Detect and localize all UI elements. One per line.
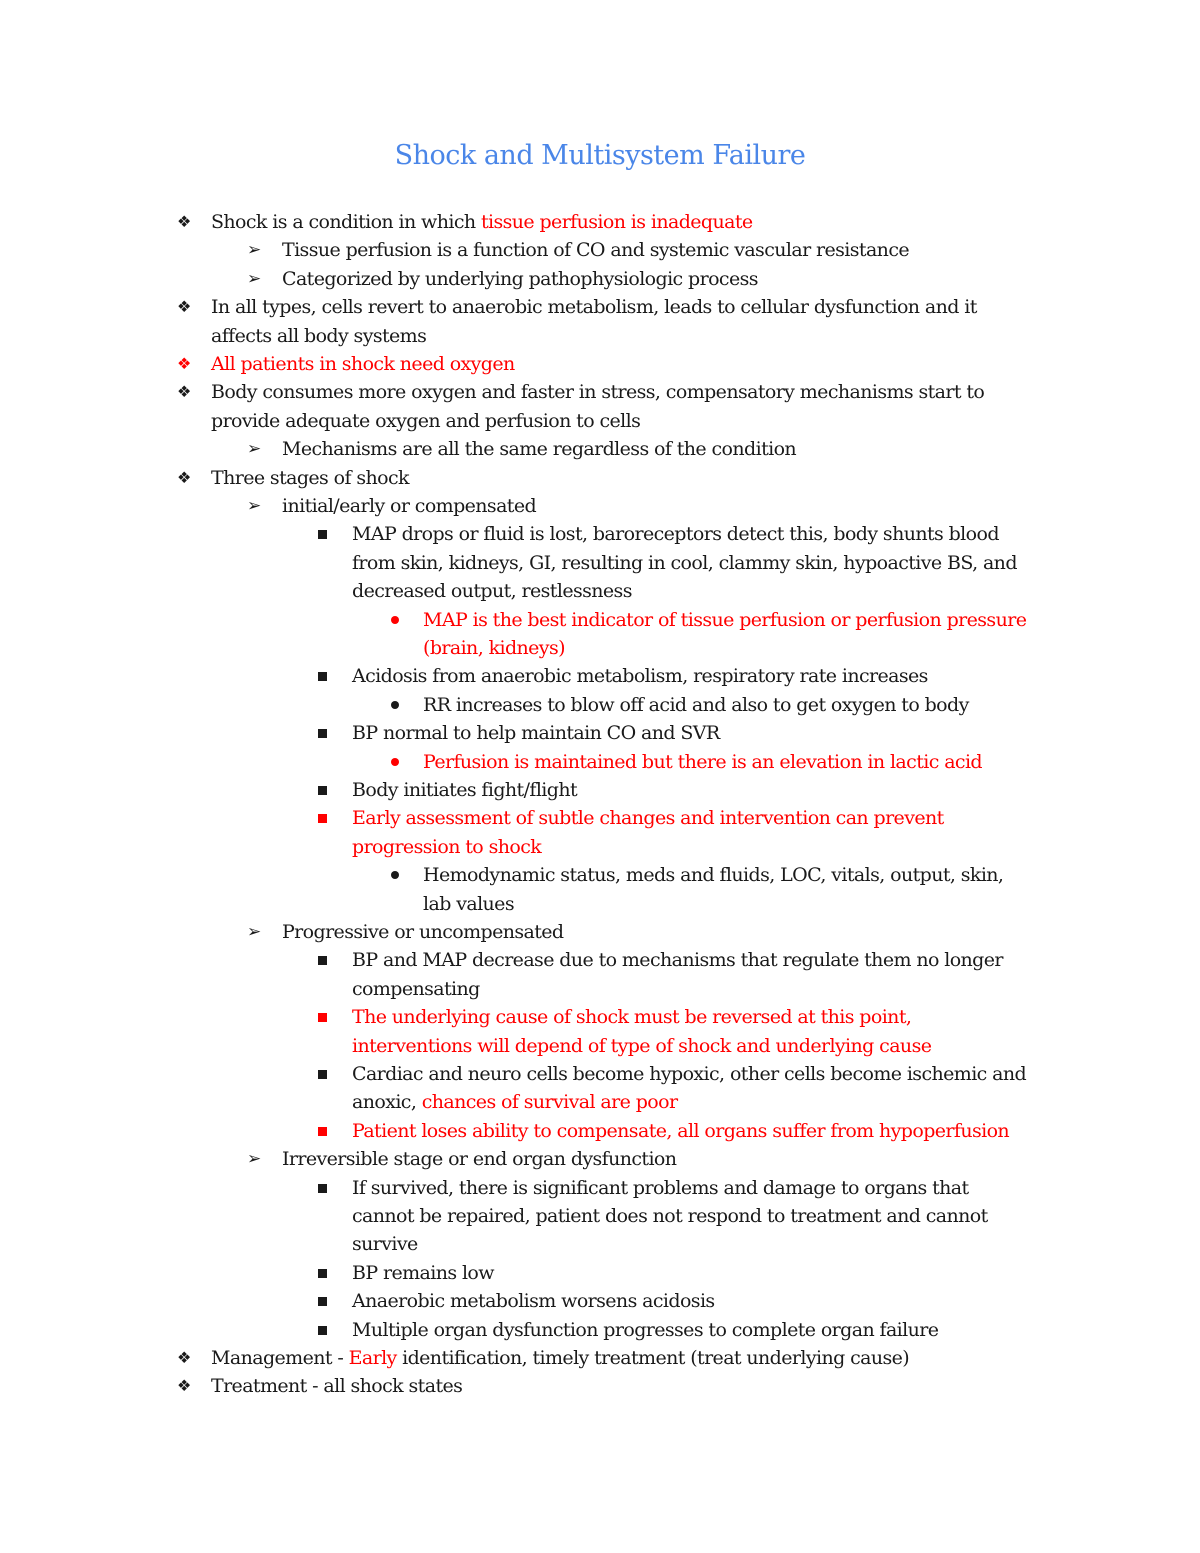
- item-text: Hemodynamic status, meds and fluids, LOC, vitals, output, skin,: [423, 864, 1004, 887]
- list-item: [177, 378, 1111, 435]
- square-bullet-icon: [318, 1326, 327, 1335]
- list-item: [247, 265, 1162, 293]
- item-text: interventions will depend of type of shock and underlying cause: [352, 1034, 932, 1057]
- item-text: The underlying cause of shock must be reversed at this point,: [352, 1006, 912, 1029]
- item-highlight: tissue perfusion is inadequate: [480, 211, 753, 233]
- item-text: Acidosis from anaerobic metabolism, respiratory rate increases: [352, 665, 928, 688]
- list-item: [352, 1287, 1072, 1315]
- item-text: Cardiac and neuro cells become hypoxic, other cells become ischemic and: [352, 1063, 1027, 1085]
- list-item: [352, 520, 1072, 605]
- list-item: [247, 435, 1162, 463]
- item-text: BP and MAP decrease due to mechanisms that regulate them no longer: [352, 949, 1003, 972]
- dot-bullet-icon: [391, 701, 399, 709]
- item-text: Multiple organ dysfunction progresses to complete organ failure: [352, 1318, 939, 1341]
- item-highlight: Early: [348, 1347, 397, 1369]
- item-text: BP remains low: [352, 1261, 494, 1284]
- item-text: initial/early or compensated: [282, 495, 537, 517]
- item-text: Perfusion is maintained but there is an elevation in lactic acid: [423, 750, 982, 773]
- item-text: lab values: [423, 892, 514, 915]
- dot-bullet-icon: [391, 616, 399, 624]
- list-item: [423, 748, 1083, 776]
- list-item: [177, 293, 1111, 350]
- item-text: Treatment - all shock states: [211, 1375, 463, 1398]
- diamond-bullet-icon: ❖: [177, 467, 191, 487]
- list-item: [352, 662, 1072, 690]
- square-bullet-icon: [318, 956, 327, 965]
- item-text: identification, timely treatment (treat underlying cause): [396, 1347, 910, 1369]
- item-text: Categorized by underlying pathophysiologic process: [282, 267, 758, 290]
- list-item: [352, 1060, 1072, 1117]
- list-item: [352, 719, 1072, 747]
- square-bullet-icon: [318, 1297, 327, 1306]
- item-text: BP normal to help maintain CO and SVR: [352, 722, 720, 745]
- square-bullet-icon: [318, 729, 327, 738]
- item-text: Irreversible stage or end organ dysfunction: [282, 1148, 677, 1171]
- square-bullet-icon: [318, 1013, 327, 1022]
- diamond-bullet-icon: ❖: [177, 1348, 191, 1367]
- list-item: [352, 1003, 1072, 1060]
- list-item: [352, 776, 1072, 804]
- item-text: Mechanisms are all the same regardless of the condition: [282, 438, 797, 461]
- dot-bullet-icon: [391, 871, 399, 879]
- arrow-bullet-icon: ➢: [247, 496, 261, 516]
- item-text: MAP is the best indicator of tissue perfusion or perfusion pressure: [423, 608, 1027, 631]
- item-text: Shock is a condition in which: [211, 211, 481, 233]
- list-item: [352, 946, 1072, 1003]
- list-item: [177, 208, 1111, 236]
- list-item: [177, 464, 1111, 492]
- list-item: [247, 1145, 1162, 1173]
- item-text: Progressive or uncompensated: [282, 921, 564, 943]
- item-text: RR increases to blow off acid and also to get oxygen to body: [423, 693, 969, 716]
- list-item: [177, 350, 1111, 378]
- list-item: [247, 492, 1162, 520]
- item-text: Early assessment of subtle changes and intervention can prevent: [352, 807, 944, 830]
- diamond-bullet-icon: ❖: [177, 382, 191, 402]
- square-bullet-icon: [318, 1127, 327, 1136]
- arrow-bullet-icon: ➢: [247, 922, 261, 942]
- item-text: Body initiates fight/flight: [352, 779, 578, 801]
- list-item: [352, 1117, 1072, 1145]
- item-text: In all types, cells revert to anaerobic metabolism, leads to cellular dysfunction and it: [211, 296, 977, 319]
- list-item: [352, 1174, 1072, 1259]
- square-bullet-icon: [318, 1070, 327, 1079]
- arrow-bullet-icon: ➢: [247, 439, 261, 460]
- square-bullet-icon: [318, 786, 327, 795]
- diamond-bullet-icon: ❖: [177, 212, 191, 231]
- item-text: cannot be repaired, patient does not respond to treatment and cannot: [352, 1205, 988, 1227]
- list-item: [247, 918, 1162, 946]
- diamond-bullet-icon: ❖: [177, 354, 191, 373]
- diamond-bullet-icon: ❖: [177, 297, 191, 317]
- list-item: [177, 1372, 1111, 1400]
- arrow-bullet-icon: ➢: [247, 240, 261, 261]
- item-text: MAP drops or fluid is lost, baroreceptors detect this, body shunts blood: [352, 523, 999, 546]
- list-item: [423, 691, 1083, 719]
- item-text: survive: [352, 1233, 418, 1256]
- item-text: progression to shock: [352, 835, 542, 858]
- item-text: Anaerobic metabolism worsens acidosis: [352, 1290, 715, 1313]
- item-text: Three stages of shock: [211, 466, 409, 489]
- square-bullet-icon: [318, 1184, 327, 1193]
- item-text: Management -: [211, 1347, 349, 1369]
- square-bullet-icon: [318, 1269, 327, 1278]
- list-item: [247, 236, 1162, 264]
- item-text: anoxic,: [352, 1091, 422, 1114]
- item-text: (brain, kidneys): [423, 637, 565, 659]
- item-text: Patient loses ability to compensate, all organs suffer from hypoperfusion: [352, 1119, 1010, 1142]
- item-highlight: chances of survival are poor: [421, 1091, 678, 1114]
- arrow-bullet-icon: ➢: [247, 268, 261, 289]
- list-item: [423, 861, 1083, 918]
- item-text: All patients in shock need oxygen: [211, 353, 515, 375]
- item-text: decreased output, restlessness: [352, 580, 632, 603]
- item-text: compensating: [352, 977, 480, 1000]
- item-text: Body consumes more oxygen and faster in stress, compensatory mechanisms start to: [211, 381, 985, 404]
- item-text: from skin, kidneys, GI, resulting in cool, clammy skin, hypoactive BS, and: [352, 551, 1017, 574]
- square-bullet-icon: [318, 672, 327, 681]
- list-item: [352, 804, 1072, 861]
- item-text: Tissue perfusion is a function of CO and systemic vascular resistance: [282, 239, 910, 262]
- list-item: [352, 1316, 1072, 1344]
- dot-bullet-icon: [391, 758, 399, 766]
- page-title: Shock and Multisystem Failure: [394, 140, 806, 171]
- item-text: affects all body systems: [211, 324, 427, 347]
- list-item: [352, 1259, 1072, 1287]
- item-text: provide adequate oxygen and perfusion to cells: [211, 409, 641, 432]
- list-item: [177, 1344, 1111, 1372]
- diamond-bullet-icon: ❖: [177, 1376, 191, 1396]
- square-bullet-icon: [318, 530, 327, 539]
- item-text: If survived, there is significant problems and damage to organs that: [352, 1176, 969, 1199]
- arrow-bullet-icon: ➢: [247, 1149, 261, 1170]
- list-item: [423, 606, 1083, 663]
- square-bullet-icon: [318, 814, 327, 823]
